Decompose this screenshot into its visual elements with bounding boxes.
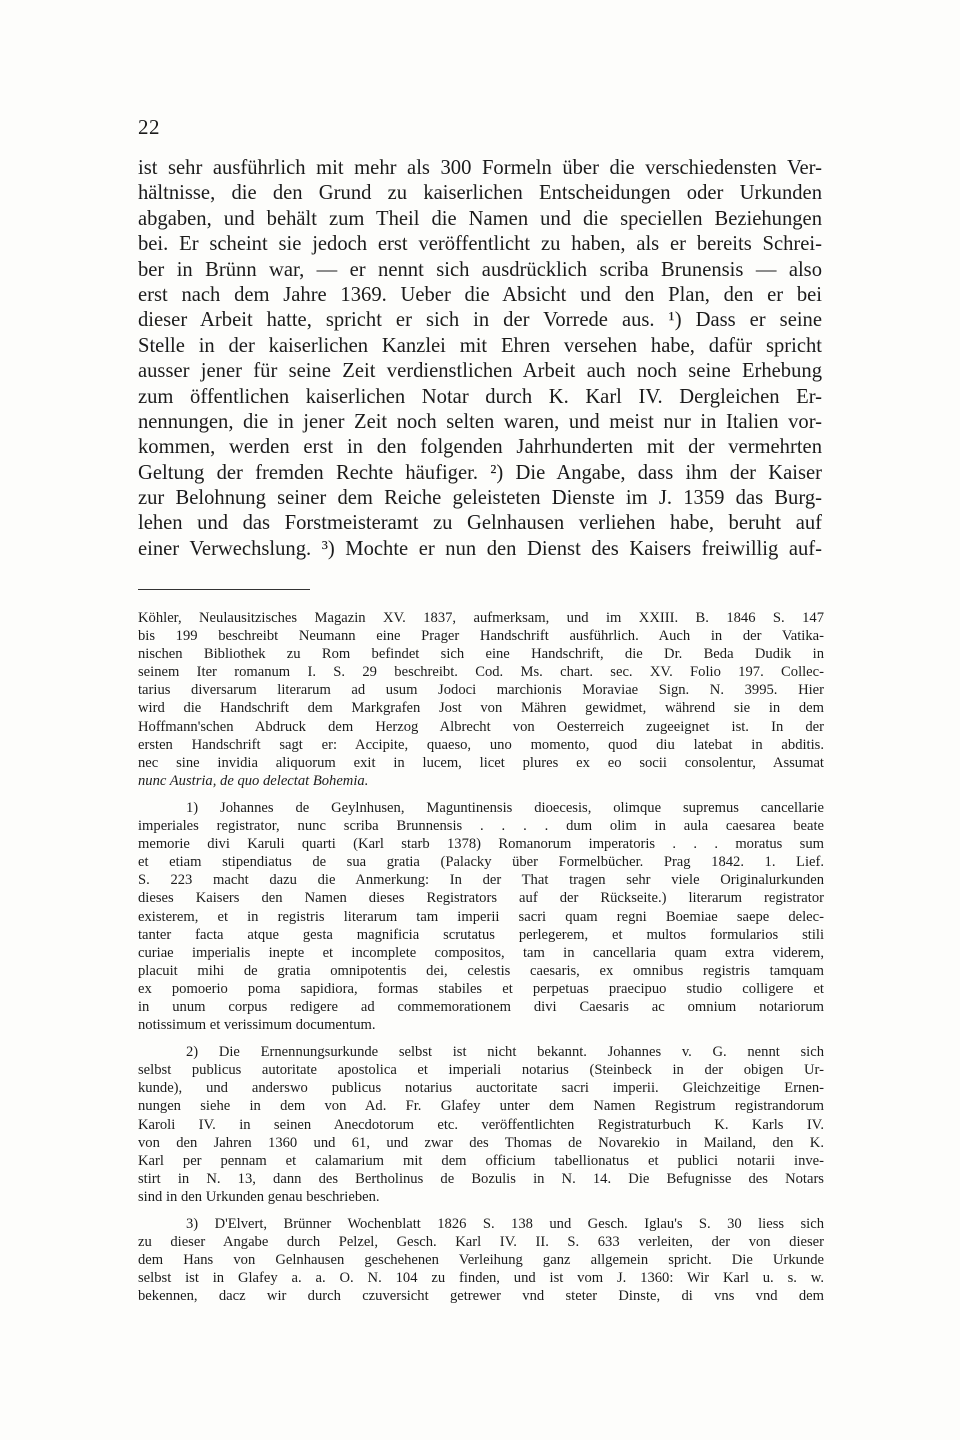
main-text-line: bei. Er scheint sie jedoch erst veröffentlicht zu haben, als er bereits Schrei- bbox=[138, 233, 822, 256]
main-text-line: hältnisse, die den Grund zu kaiserlichen Entscheidungen oder Urkunden bbox=[138, 182, 822, 205]
footnote-separator-rule bbox=[138, 589, 310, 590]
footnote-line: selbst ist in Glafey a. a. O. N. 104 zu finden, und ist vom J. 1360: Wir Karl u. s. w. bbox=[138, 1270, 824, 1287]
main-text-line: nennungen, die in jener Zeit noch selten waren, und meist nur in Italien vor- bbox=[138, 410, 822, 433]
footnote-line: in unum corpus redigere ad commemorationem divi Caesaris ac omnium notariorum bbox=[138, 998, 824, 1015]
main-text-line: ausser jener für seine Zeit verdienstlichen Arbeit auch noch seine Erhebung bbox=[138, 360, 822, 383]
footnote-line: Karl per pennam et calamarium mit dem officium tabellionatus et publici notarii inve- bbox=[138, 1152, 824, 1169]
footnote-line: et etiam stipendiatus de sua gratia (Palacky über Formelbücher. Prag 1842. 1. Lief. bbox=[138, 854, 824, 871]
footnote-line: kunde), und anderswo publicus notarius auctoritate sacri imperii. Gleichzeitige Ernen- bbox=[138, 1080, 824, 1097]
footnote-line: existerem, et in registris literarum tam imperii sacri quam regni Boemiae saepe delec- bbox=[138, 908, 824, 925]
footnote-line: Hoffmann'schen Abdruck dem Herzog Albrecht von Oesterreich zugeeignet ist. In der bbox=[138, 718, 824, 735]
footnote-line: 1) Johannes de Geylnhusen, Maguntinensis dioecesis, olimque supremus cancellarie bbox=[186, 799, 824, 816]
footnote-continuation bbox=[138, 609, 824, 790]
main-text-line: abgaben, und behält zum Theil die Namen und die speciellen Beziehungen bbox=[138, 207, 822, 230]
main-text-line: zur Belohnung seiner dem Reiche geleisteten Dienste im J. 1359 das Burg- bbox=[138, 487, 822, 510]
footnote-line: nec sine invidia aliquorum exit in lucem, licet plures ex eo socii consolentur, Assumat bbox=[138, 754, 824, 771]
footnote-line: sind in den Urkunden genau beschrieben. bbox=[138, 1188, 380, 1205]
footnote-line: dieses Kaisers den Namen dieses Registrators auf der Rückseite.) literarum registrator bbox=[138, 890, 824, 907]
footnote-line: bekennen, dacz wir durch czuversicht getrewer vnd steter Dinste, di vns vnd dem bbox=[138, 1288, 824, 1305]
footnote-line: memorie divi Karuli quarti (Karl starb 1378) Romanorum imperatoris . . . moratus sum bbox=[138, 836, 824, 853]
footnote-line: tarius diversarum literarum ad usum Jodoci marchionis Moraviae Sign. N. 3995. Hier bbox=[138, 682, 824, 699]
footnote-line: von den Jahren 1360 und 61, und zwar des Thomas de Novarekio in Mailand, den K. bbox=[138, 1134, 824, 1151]
main-text-block bbox=[138, 156, 822, 562]
main-text-line: erst nach dem Jahre 1369. Ueber die Absicht und den Plan, den er bei bbox=[138, 283, 822, 306]
footnote-line: placuit mihi de gratia omnipotentis dei, celestis caesaris, ex omnibus registris tamquam bbox=[138, 962, 824, 979]
footnote-line: nunc Austria, de quo delectat Bohemia. bbox=[138, 772, 369, 789]
main-text-line: Geltung der fremden Rechte häufiger. ²) Die Angabe, dass ihm der Kaiser bbox=[138, 461, 822, 484]
footnote-line: curiae imperialis inepte et incomplete compositos, tam in cancellaria quam extra viderem, bbox=[138, 944, 824, 961]
main-text-line: dieser Arbeit hatte, spricht er sich in der Vorrede aus. ¹) Dass er seine bbox=[138, 309, 822, 332]
footnote-line: 3) D'Elvert, Brünner Wochenblatt 1826 S. 138 und Gesch. Iglau's S. 30 liess sich bbox=[186, 1216, 824, 1232]
footnote-line: 2) Die Ernennungsurkunde selbst ist nicht bekannt. Johannes v. G. nennt sich bbox=[186, 1044, 824, 1061]
footnote-line: Karoli IV. in seinen Anecdotorum etc. veröffentlichten Registraturbuch K. Karls IV. bbox=[138, 1116, 824, 1133]
footnote-line: notissimum et verissimum documentum. bbox=[138, 1017, 376, 1034]
footnote-line: zu dieser Angabe durch Pelzel, Gesch. Karl IV. II. S. 633 verleiten, der von dieser bbox=[138, 1234, 824, 1251]
main-text-line: Stelle in der kaiserlichen Kanzlei mit Ehren versehen habe, dafür spricht bbox=[138, 334, 822, 357]
footnote-line: seinem Iter romanum I. S. 29 beschreibt. Cod. Ms. chart. sec. XV. Folio 197. Collec- bbox=[138, 664, 824, 681]
main-text-line: ber in Brünn war, — er nennt sich ausdrücklich scriba Brunensis — also bbox=[138, 258, 822, 281]
main-text-line: einer Verwechslung. ³) Mochte er nun den Dienst des Kaisers freiwillig auf- bbox=[138, 537, 822, 560]
main-text-line: kommen, werden erst in den folgenden Jahrhunderten mit der vermehrten bbox=[138, 436, 822, 459]
footnote-line: imperiales registrator, nunc scriba Brunnensis . . . . dum olim in aula caesarea beate bbox=[138, 818, 824, 835]
footnote-3 bbox=[138, 1215, 824, 1305]
footnote-line: stirt in N. 13, dann des Bertholinus de Bozulis in N. 14. Die Befugnisse des Notars bbox=[138, 1170, 824, 1187]
main-text-line: ist sehr ausführlich mit mehr als 300 Formeln über die verschiedensten Ver- bbox=[138, 157, 822, 179]
footnote-line: ex pomoerio poma sapidiora, formas stabiles et perpetuas praecipuo studio colligere et bbox=[138, 980, 824, 997]
footnote-line: ersten Handschrift sagt er: Accipite, quaeso, uno momento, quod diu latebat in abditis. bbox=[138, 736, 824, 753]
footnote-line: S. 223 macht dazu die Anmerkung: In der That tragen sehr viele Originalurkunden bbox=[138, 872, 824, 889]
footnote-line: Köhler, Neulausitzisches Magazin XV. 1837, aufmerksam, und im XXIII. B. 1846 S. 147 bbox=[138, 610, 824, 626]
main-text-line: zum öffentlichen kaiserlichen Notar durch K. Karl IV. Dergleichen Er- bbox=[138, 385, 822, 408]
footnote-line: wird die Handschrift dem Markgrafen Jost von Mähren gewidmet, während sie in dem bbox=[138, 700, 824, 717]
footnote-line: bis 199 beschreibt Neumann eine Prager Handschrift ausführlich. Auch in der Vatika- bbox=[138, 628, 824, 645]
footnote-line: dem Hans von Gelnhausen geschehenen Verleihung ganz allgemein spricht. Die Urkunde bbox=[138, 1252, 824, 1269]
footnote-line: nischen Bibliothek zu Rom befindet sich eine Handschrift, die Dr. Beda Dudik in bbox=[138, 646, 824, 663]
footnote-1 bbox=[138, 799, 824, 1034]
footnote-line: nungen siehe in dem von Ad. Fr. Glafey unter dem Namen Registrum registrandorum bbox=[138, 1098, 824, 1115]
page-number: 22 bbox=[138, 115, 160, 139]
footnote-line: selbst publicus autoritate apostolica et imperiali notarius (Steinbeck in der obigen Ur- bbox=[138, 1062, 824, 1079]
footnote-2 bbox=[138, 1043, 824, 1206]
footnotes-block bbox=[138, 609, 824, 1314]
main-text-line: lehen und das Forstmeisteramt zu Gelnhausen verliehen habe, beruht auf bbox=[138, 512, 822, 535]
footnote-line: tanter facta atque gesta magnificia scrutatus perlegerem, et multos formularios stili bbox=[138, 926, 824, 943]
